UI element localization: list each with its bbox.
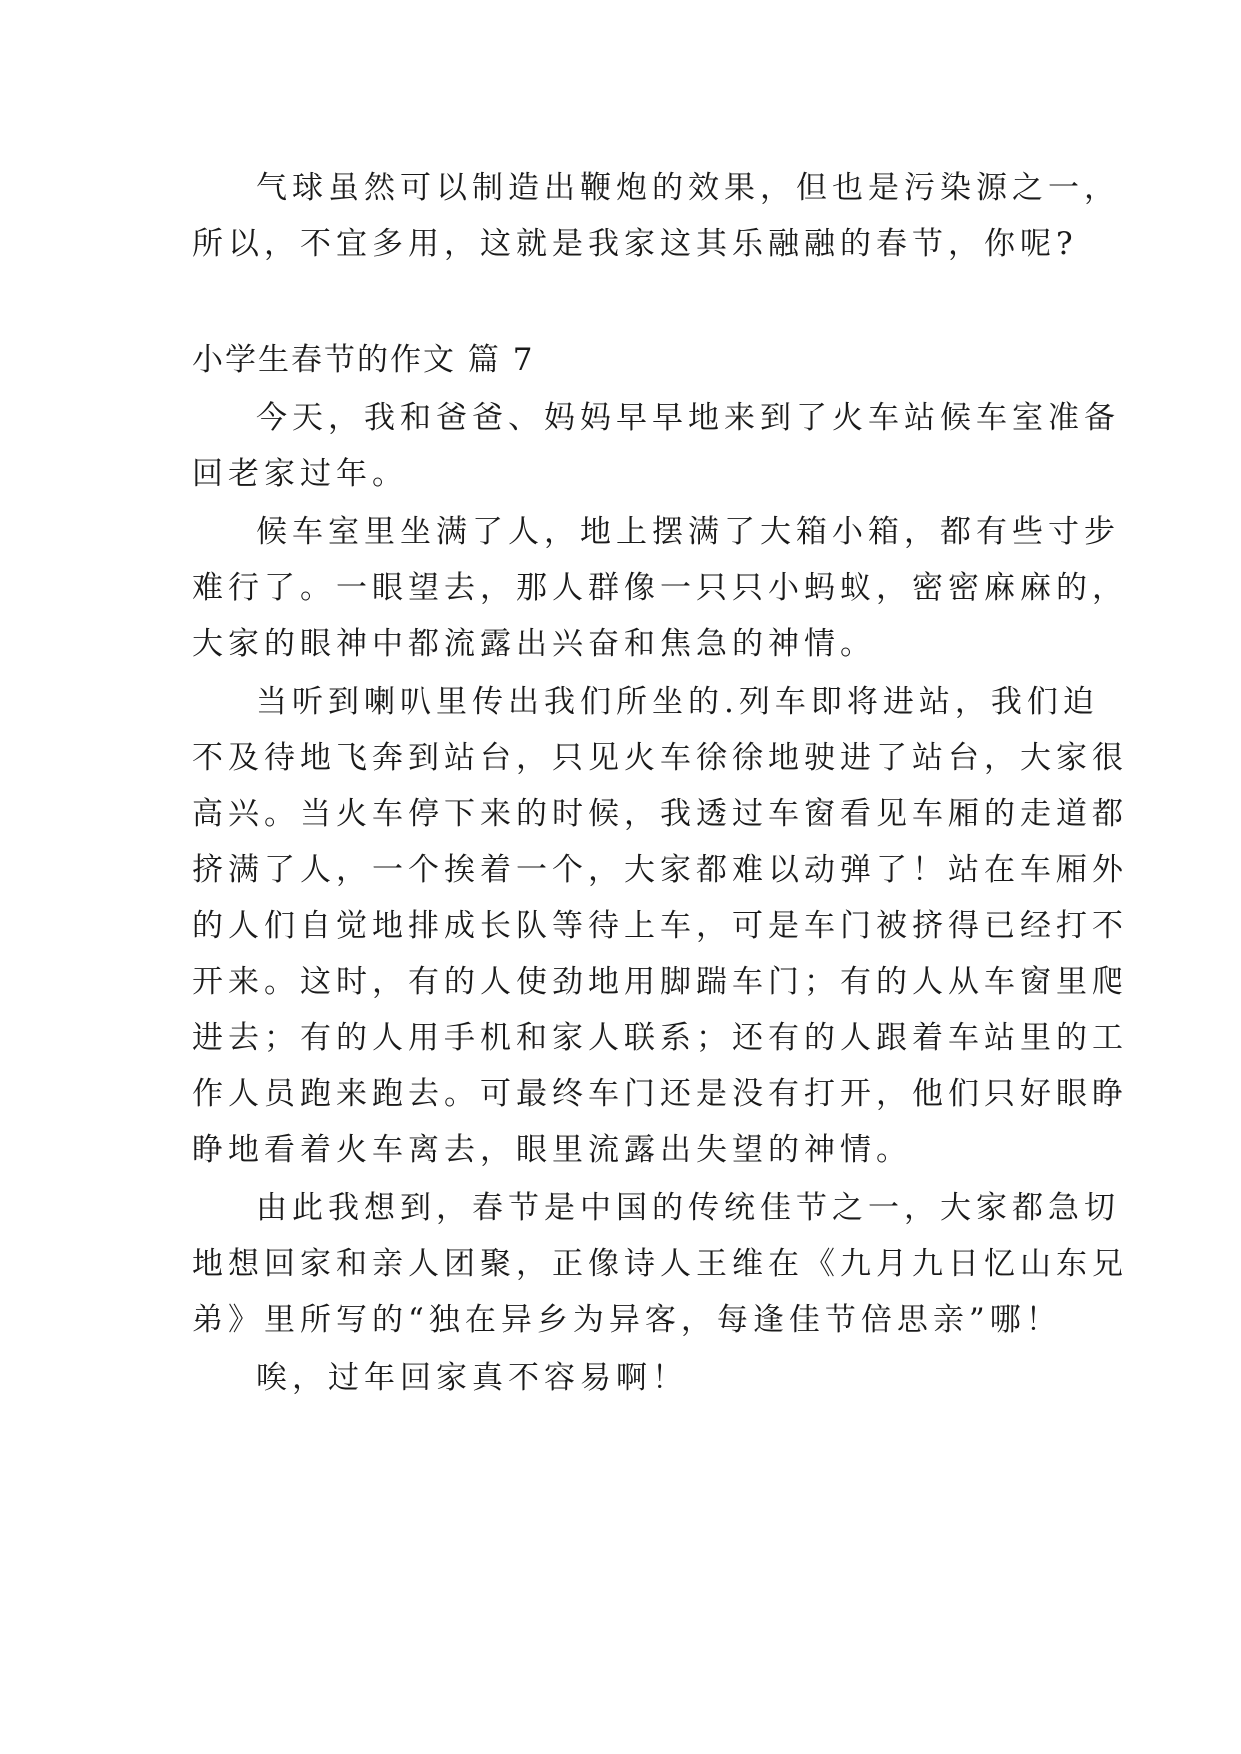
paragraph-line: 弟》里所写的“独在异乡为异客，每逢佳节倍思亲”哪！ bbox=[192, 1302, 1062, 1338]
paragraph-line: 开来。这时，有的人使劲地用脚踹车门；有的人从车窗里爬 bbox=[192, 964, 1128, 1000]
paragraph-line: 所以，不宜多用，这就是我家这其乐融融的春节，你呢? bbox=[192, 226, 1078, 262]
paragraph-line: 难行了。一眼望去，那人群像一只只小蚂蚁，密密麻麻的， bbox=[192, 570, 1128, 606]
paragraph-line: 的人们自觉地排成长队等待上车，可是车门被挤得已经打不 bbox=[192, 908, 1128, 944]
paragraph-line: 作人员跑来跑去。可最终车门还是没有打开，他们只好眼睁 bbox=[192, 1076, 1128, 1112]
paragraph-line: 不及待地飞奔到站台，只见火车徐徐地驶进了站台，大家很 bbox=[192, 740, 1128, 776]
paragraph-line: 进去；有的人用手机和家人联系；还有的人跟着车站里的工 bbox=[192, 1020, 1128, 1056]
paragraph-line: 回老家过年。 bbox=[192, 456, 408, 492]
paragraph-line: 由此我想到，春节是中国的传统佳节之一，大家都急切 bbox=[256, 1190, 1120, 1226]
paragraph-line: 候车室里坐满了人，地上摆满了大箱小箱，都有些寸步 bbox=[256, 514, 1120, 550]
paragraph-line: 当听到喇叭里传出我们所坐的.列车即将进站，我们迫 bbox=[256, 684, 1099, 720]
paragraph-line: 气球虽然可以制造出鞭炮的效果，但也是污染源之一， bbox=[256, 170, 1120, 206]
paragraph-line: 高兴。当火车停下来的时候，我透过车窗看见车厢的走道都 bbox=[192, 796, 1128, 832]
paragraph-line: 挤满了人，一个挨着一个，大家都难以动弹了！站在车厢外 bbox=[192, 852, 1128, 888]
paragraph-line: 睁地看着火车离去，眼里流露出失望的神情。 bbox=[192, 1132, 912, 1168]
paragraph-line: 大家的眼神中都流露出兴奋和焦急的神情。 bbox=[192, 626, 876, 662]
paragraph-line: 今天，我和爸爸、妈妈早早地来到了火车站候车室准备 bbox=[256, 400, 1120, 436]
section-heading: 小学生春节的作文 篇 7 bbox=[192, 342, 535, 378]
paragraph-line: 地想回家和亲人团聚，正像诗人王维在《九月九日忆山东兄 bbox=[192, 1246, 1128, 1282]
paragraph-line: 唉，过年回家真不容易啊！ bbox=[256, 1360, 688, 1396]
